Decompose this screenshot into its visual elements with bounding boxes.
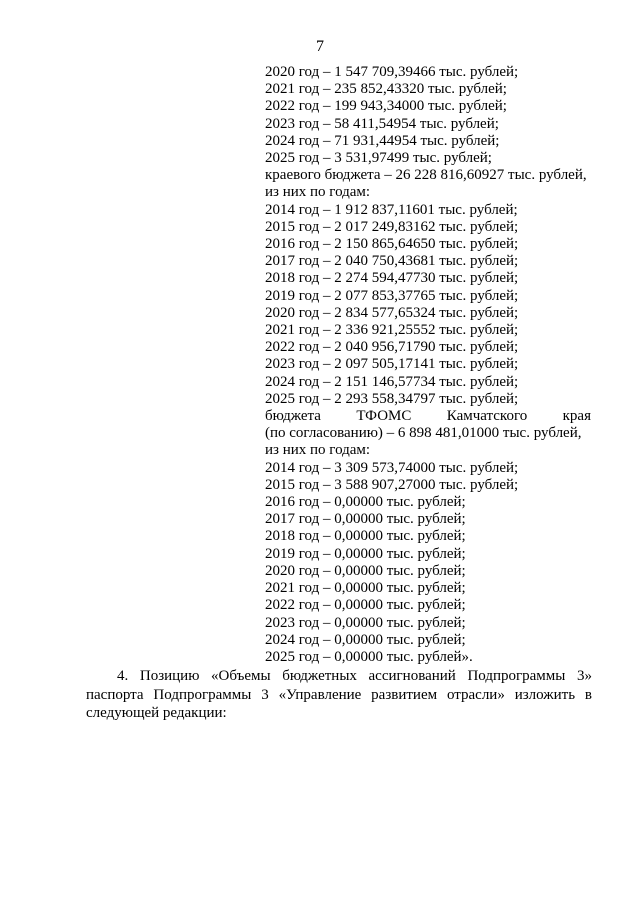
list-line: 2019 год – 2 077 853,37765 тыс. рублей;: [265, 287, 519, 304]
page-number: 7: [316, 38, 324, 55]
tfoms-budget-heading: [265, 408, 591, 425]
paragraph-rest: паспорта Подпрограммы 3 «Управление развитием отрасли» изложить в следующей редакции:: [86, 686, 592, 721]
list-line: 2024 год – 2 151 146,57734 тыс. рублей;: [265, 373, 519, 390]
list-line: 2020 год – 0,00000 тыс. рублей;: [265, 562, 466, 579]
list-line: 2022 год – 0,00000 тыс. рублей;: [265, 597, 466, 614]
list-line: 2018 год – 2 274 594,47730 тыс. рублей;: [265, 270, 519, 287]
list-line: 2024 год – 71 931,44954 тыс. рублей;: [265, 132, 500, 149]
item-4-paragraph: [86, 667, 592, 723]
list-line: 2015 год – 2 017 249,83162 тыс. рублей;: [265, 218, 519, 235]
list-line: 2021 год – 235 852,43320 тыс. рублей;: [265, 81, 507, 98]
list-line: 2016 год – 0,00000 тыс. рублей;: [265, 494, 466, 511]
list-line: 2021 год – 0,00000 тыс. рублей;: [265, 580, 466, 597]
list-line: 2015 год – 3 588 907,27000 тыс. рублей;: [265, 476, 519, 493]
list-line: 2019 год – 0,00000 тыс. рублей;: [265, 545, 466, 562]
list-line: 2018 год – 0,00000 тыс. рублей;: [265, 528, 466, 545]
tfoms-word: бюджета: [265, 408, 321, 425]
list-line: 2017 год – 0,00000 тыс. рублей;: [265, 511, 466, 528]
list-line: 2022 год – 2 040 956,71790 тыс. рублей;: [265, 339, 519, 356]
paragraph-first-line: 4. Позицию «Объемы бюджетных ассигнований Подпрограммы 3»: [117, 668, 592, 684]
by-years-label: из них по годам:: [265, 184, 371, 201]
tfoms-total-line: (по согласованию) – 6 898 481,01000 тыс. рублей,: [265, 425, 582, 442]
list-line: 2024 год – 0,00000 тыс. рублей;: [265, 631, 466, 648]
list-line: 2025 год – 0,00000 тыс. рублей».: [265, 648, 473, 665]
list-line: 2020 год – 1 547 709,39466 тыс. рублей;: [265, 64, 519, 80]
list-line: 2025 год – 2 293 558,34797 тыс. рублей;: [265, 390, 519, 407]
tfoms-word: ТФОМС: [356, 408, 412, 425]
list-line: 2023 год – 2 097 505,17141 тыс. рублей;: [265, 356, 519, 373]
list-line: 2014 год – 1 912 837,11601 тыс. рублей;: [265, 201, 518, 218]
list-line: 2023 год – 0,00000 тыс. рублей;: [265, 614, 466, 631]
tfoms-word: Камчатского: [446, 408, 528, 425]
list-line: 2017 год – 2 040 750,43681 тыс. рублей;: [265, 253, 519, 270]
list-line: 2023 год – 58 411,54954 тыс. рублей;: [265, 115, 499, 132]
list-line: 2016 год – 2 150 865,64650 тыс. рублей;: [265, 236, 519, 253]
list-line: 2020 год – 2 834 577,65324 тыс. рублей;: [265, 304, 519, 321]
by-years-label: из них по годам:: [265, 442, 371, 459]
tfoms-word: края: [562, 408, 591, 425]
list-line: 2021 год – 2 336 921,25552 тыс. рублей;: [265, 322, 519, 339]
funding-list: [265, 64, 591, 666]
regional-budget-heading: краевого бюджета – 26 228 816,60927 тыс. рублей,: [265, 167, 587, 184]
list-line: 2025 год – 3 531,97499 тыс. рублей;: [265, 150, 492, 167]
list-line: 2022 год – 199 943,34000 тыс. рублей;: [265, 98, 507, 115]
list-line: 2014 год – 3 309 573,74000 тыс. рублей;: [265, 459, 519, 476]
